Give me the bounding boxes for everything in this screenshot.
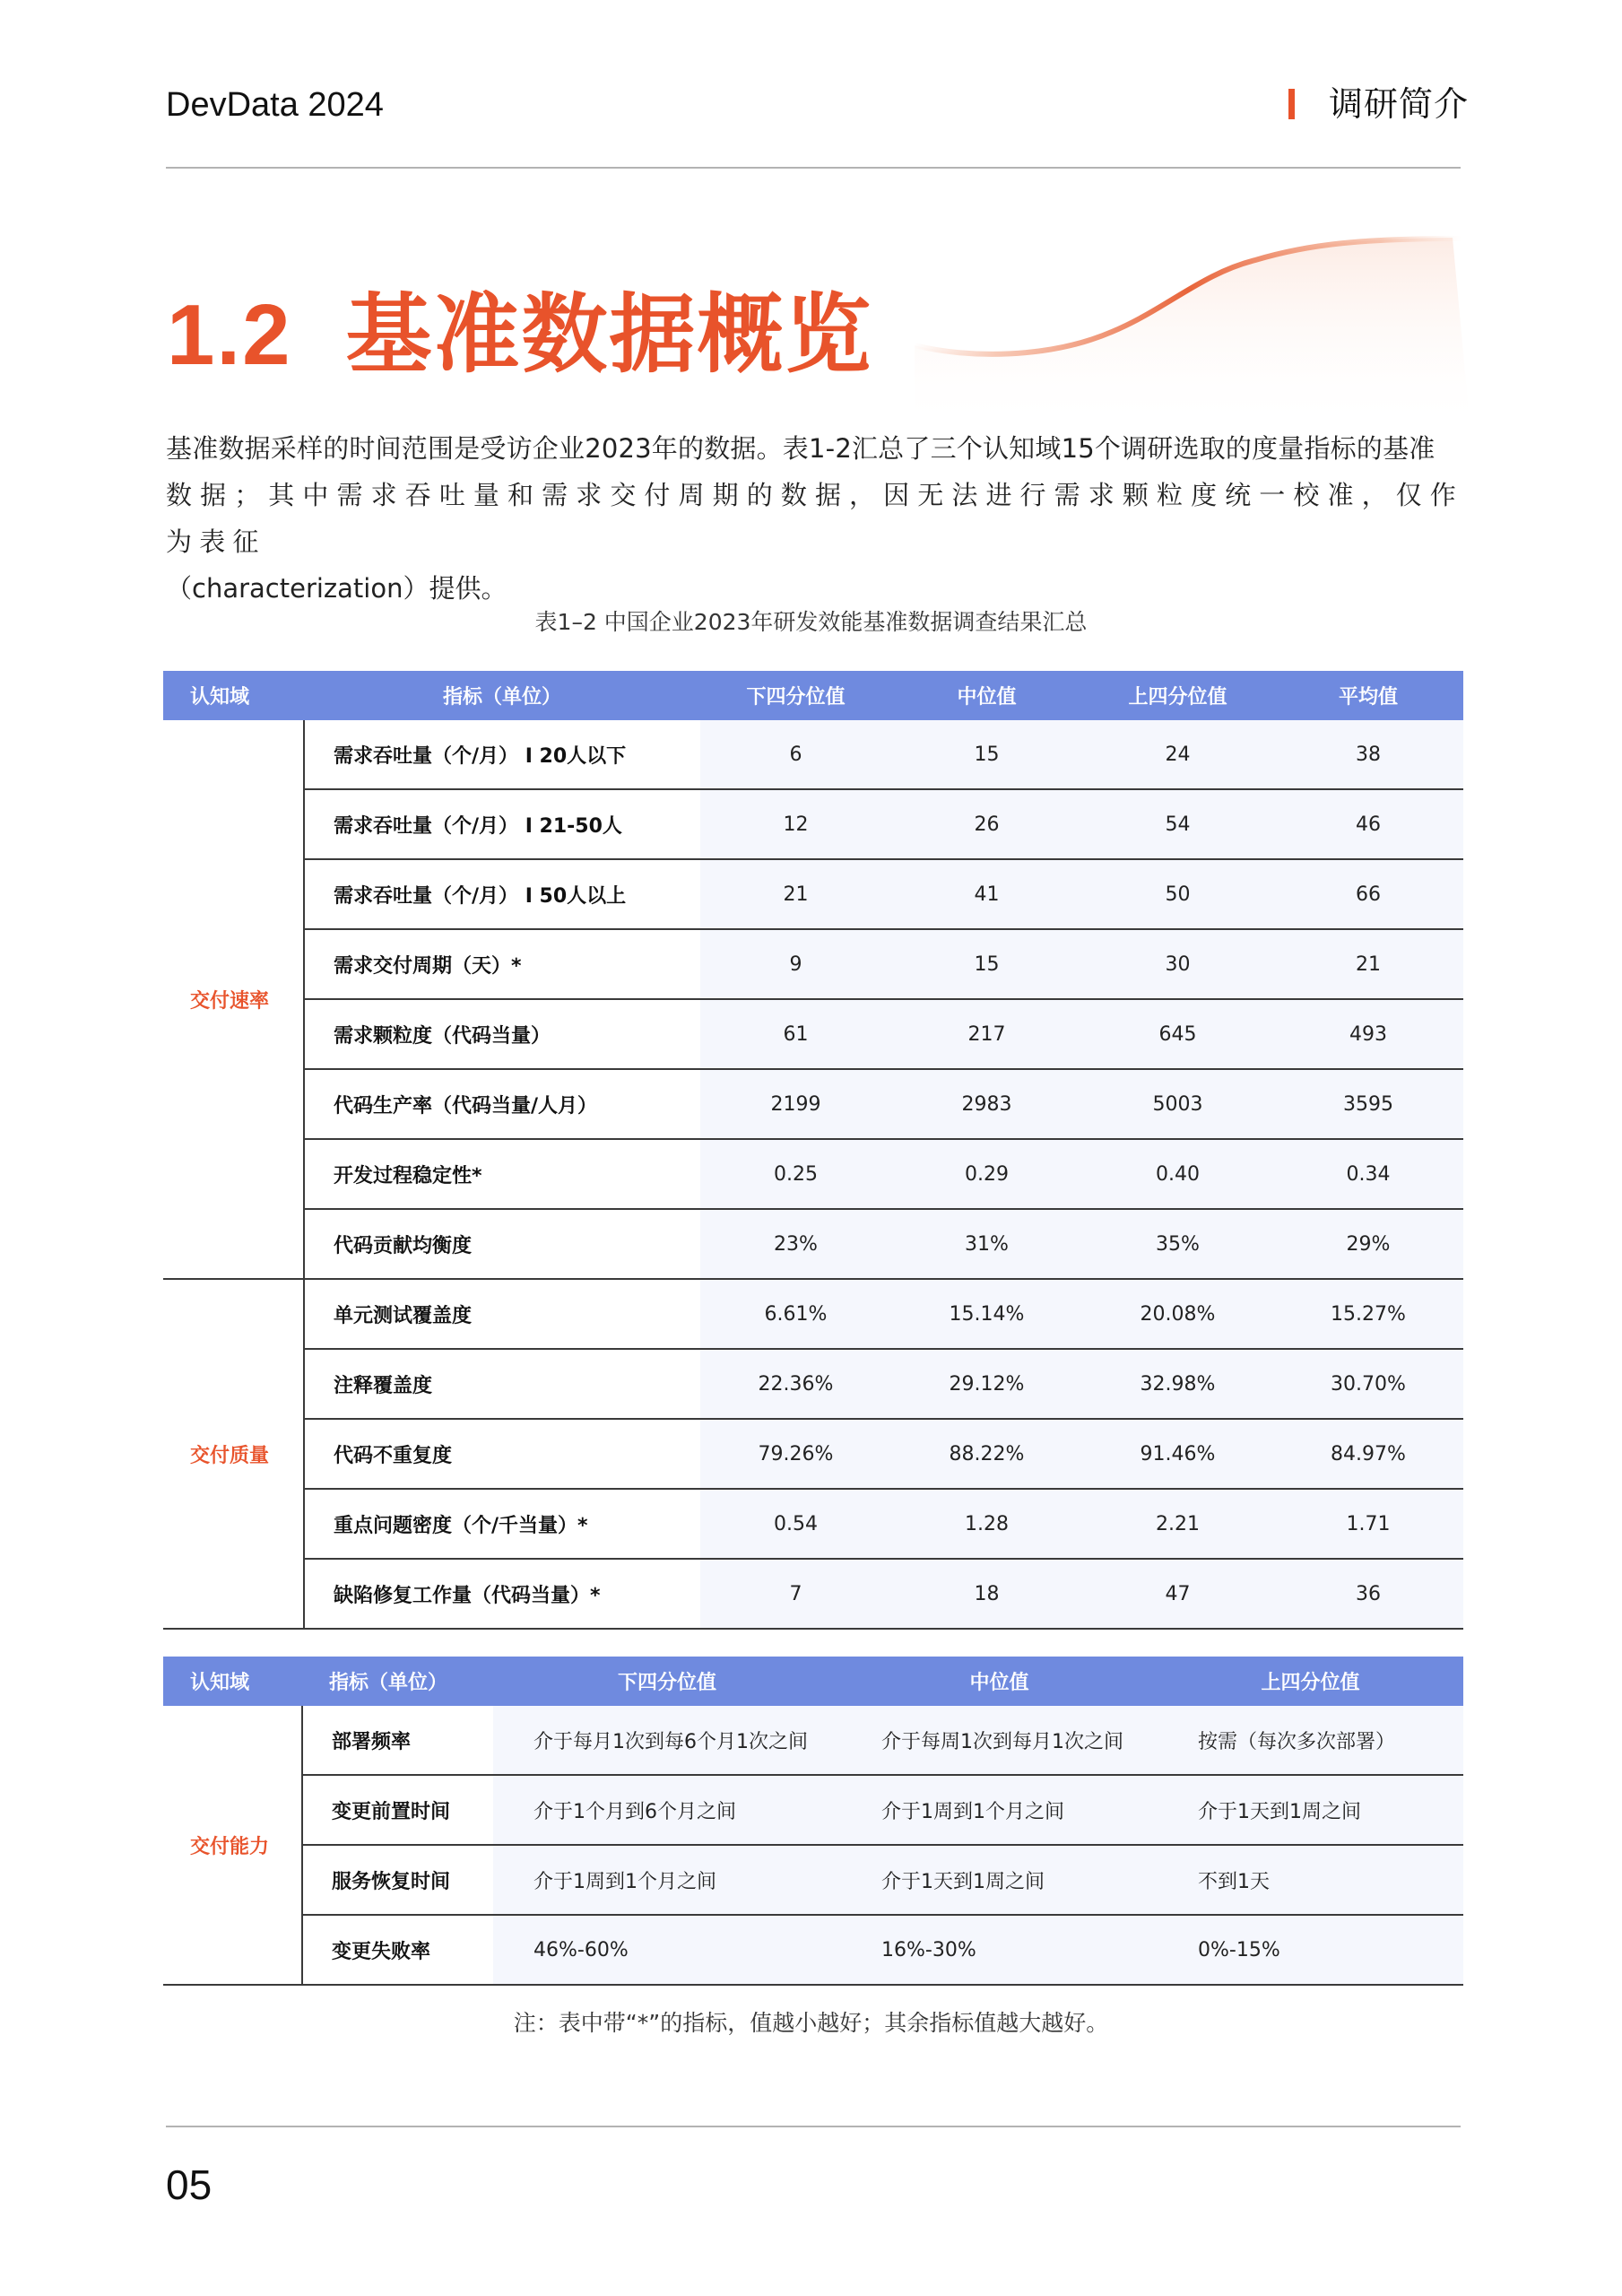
- median-cell: 介于每周1次到每月1次之间: [841, 1706, 1158, 1775]
- table-row: [163, 1279, 1463, 1349]
- median-cell: 16%-30%: [841, 1915, 1158, 1985]
- q3-cell: 645: [1082, 999, 1273, 1069]
- domain-cell: 交付质量: [163, 1279, 304, 1629]
- median-cell: 介于1周到1个月之间: [841, 1775, 1158, 1845]
- header-divider: [166, 167, 1461, 169]
- table-row: [163, 859, 1463, 929]
- q3-cell: 35%: [1082, 1209, 1273, 1279]
- q1-cell: 6.61%: [700, 1279, 891, 1349]
- median-cell: 217: [891, 999, 1082, 1069]
- median-cell: 29.12%: [891, 1349, 1082, 1419]
- median-cell: 1.28: [891, 1489, 1082, 1559]
- q3-cell: 20.08%: [1082, 1279, 1273, 1349]
- table-footnote: 注：表中带“*”的指标，值越小越好；其余指标值越大越好。: [513, 2010, 1109, 2036]
- table-row: [163, 720, 1463, 789]
- q3-cell: 32.98%: [1082, 1349, 1273, 1419]
- q1-cell: 6: [700, 720, 891, 789]
- table-row: [163, 999, 1463, 1069]
- table-row: [163, 1139, 1463, 1209]
- q3-cell: 30: [1082, 929, 1273, 999]
- metric-cell: 代码贡献均衡度: [304, 1209, 700, 1279]
- q3-cell: 24: [1082, 720, 1273, 789]
- q1-cell: 0.25: [700, 1139, 891, 1209]
- mean-cell: 84.97%: [1273, 1419, 1463, 1489]
- q3-cell: 5003: [1082, 1069, 1273, 1139]
- mean-cell: 36: [1273, 1559, 1463, 1629]
- q1-cell: 23%: [700, 1209, 891, 1279]
- q1-cell: 2199: [700, 1069, 891, 1139]
- intro-paragraph: [166, 425, 1463, 612]
- q3-cell: 0%-15%: [1158, 1915, 1463, 1985]
- metric-cell: 开发过程稳定性*: [304, 1139, 700, 1209]
- median-cell: 41: [891, 859, 1082, 929]
- q3-cell: 54: [1082, 789, 1273, 859]
- q1-cell: 7: [700, 1559, 891, 1629]
- col-header-q1: 下四分位值: [700, 671, 891, 720]
- q1-cell: 介于每月1次到每6个月1次之间: [493, 1706, 841, 1775]
- metric-cell: 部署频率: [302, 1706, 493, 1775]
- col-header-q1: 下四分位值: [493, 1657, 841, 1706]
- col-header-domain: 认知域: [163, 1657, 302, 1706]
- q1-cell: 21: [700, 859, 891, 929]
- table-row: [163, 1775, 1463, 1845]
- median-cell: 18: [891, 1559, 1082, 1629]
- median-cell: 介于1天到1周之间: [841, 1845, 1158, 1915]
- section-number: 1.2: [167, 287, 292, 383]
- mean-cell: 21: [1273, 929, 1463, 999]
- metric-cell: 重点问题密度（个/千当量）*: [304, 1489, 700, 1559]
- table-row: [163, 1419, 1463, 1489]
- median-cell: 15: [891, 929, 1082, 999]
- table-row: [163, 1706, 1463, 1775]
- mean-cell: 0.34: [1273, 1139, 1463, 1209]
- mean-cell: 46: [1273, 789, 1463, 859]
- q1-cell: 46%-60%: [493, 1915, 841, 1985]
- col-header-q3: 上四分位值: [1158, 1657, 1463, 1706]
- metric-cell: 代码生产率（代码当量/人月）: [304, 1069, 700, 1139]
- capability-table: [163, 1657, 1463, 1986]
- median-cell: 26: [891, 789, 1082, 859]
- median-cell: 0.29: [891, 1139, 1082, 1209]
- q1-cell: 22.36%: [700, 1349, 891, 1419]
- footer-divider: [166, 2126, 1461, 2127]
- col-header-q3: 上四分位值: [1082, 671, 1273, 720]
- metric-cell: 缺陷修复工作量（代码当量）*: [304, 1559, 700, 1629]
- table-row: [163, 1489, 1463, 1559]
- table-row: [163, 789, 1463, 859]
- q3-cell: 不到1天: [1158, 1845, 1463, 1915]
- benchmark-table: [163, 671, 1463, 1630]
- q1-cell: 0.54: [700, 1489, 891, 1559]
- mean-cell: 493: [1273, 999, 1463, 1069]
- page-title: [167, 285, 872, 385]
- metric-cell: 服务恢复时间: [302, 1845, 493, 1915]
- median-cell: 15.14%: [891, 1279, 1082, 1349]
- section-label: 调研简介: [1329, 84, 1470, 124]
- q3-cell: 0.40: [1082, 1139, 1273, 1209]
- table-row: [163, 929, 1463, 999]
- table-header-row: [163, 1657, 1463, 1706]
- q1-cell: 9: [700, 929, 891, 999]
- col-header-domain: 认知域: [163, 671, 304, 720]
- metric-cell: 变更失败率: [302, 1915, 493, 1985]
- metric-cell: 变更前置时间: [302, 1775, 493, 1845]
- q1-cell: 介于1个月到6个月之间: [493, 1775, 841, 1845]
- brand-label: DevData 2024: [166, 86, 384, 124]
- metric-cell: 注释覆盖度: [304, 1349, 700, 1419]
- metric-cell: 需求吞吐量（个/月） I 20人以下: [304, 720, 700, 789]
- metric-cell: 单元测试覆盖度: [304, 1279, 700, 1349]
- section-accent-bar: [1288, 89, 1295, 119]
- table-row: [163, 1209, 1463, 1279]
- table-caption: 表1–2 中国企业2023年研发效能基准数据调查结果汇总: [534, 609, 1088, 635]
- mean-cell: 3595: [1273, 1069, 1463, 1139]
- metric-cell: 需求吞吐量（个/月） I 21-50人: [304, 789, 700, 859]
- col-header-mean: 平均值: [1273, 671, 1463, 720]
- paragraph-line: （characterization）提供。: [166, 573, 507, 604]
- q1-cell: 79.26%: [700, 1419, 891, 1489]
- q3-cell: 50: [1082, 859, 1273, 929]
- domain-cell: 交付速率: [163, 720, 304, 1279]
- table-header-row: [163, 671, 1463, 720]
- q1-cell: 61: [700, 999, 891, 1069]
- table-row: [163, 1845, 1463, 1915]
- mean-cell: 66: [1273, 859, 1463, 929]
- table-row: [163, 1915, 1463, 1985]
- domain-cell: 交付能力: [163, 1706, 302, 1985]
- section-title: 基准数据概览: [345, 284, 873, 385]
- median-cell: 88.22%: [891, 1419, 1082, 1489]
- q3-cell: 91.46%: [1082, 1419, 1273, 1489]
- q3-cell: 介于1天到1周之间: [1158, 1775, 1463, 1845]
- decorative-wave-icon: [879, 206, 1506, 439]
- median-cell: 2983: [891, 1069, 1082, 1139]
- metric-cell: 需求颗粒度（代码当量）: [304, 999, 700, 1069]
- mean-cell: 29%: [1273, 1209, 1463, 1279]
- metric-cell: 需求交付周期（天）*: [304, 929, 700, 999]
- paragraph-line: 数据；其中需求吞吐量和需求交付周期的数据，因无法进行需求颗粒度统一校准，仅作为表征: [166, 480, 1463, 557]
- metric-cell: 需求吞吐量（个/月） I 50人以上: [304, 859, 700, 929]
- median-cell: 15: [891, 720, 1082, 789]
- table-row: [163, 1559, 1463, 1629]
- metric-cell: 代码不重复度: [304, 1419, 700, 1489]
- table-row: [163, 1349, 1463, 1419]
- col-header-metric: 指标（单位）: [304, 671, 700, 720]
- col-header-metric: 指标（单位）: [302, 1657, 493, 1706]
- q3-cell: 47: [1082, 1559, 1273, 1629]
- col-header-median: 中位值: [841, 1657, 1158, 1706]
- median-cell: 31%: [891, 1209, 1082, 1279]
- paragraph-line: 基准数据采样的时间范围是受访企业2023年的数据。表1-2汇总了三个认知域15个调研选取的度量指标的基准: [166, 433, 1436, 464]
- page-number: 05: [166, 2161, 213, 2208]
- mean-cell: 30.70%: [1273, 1349, 1463, 1419]
- q3-cell: 2.21: [1082, 1489, 1273, 1559]
- q1-cell: 12: [700, 789, 891, 859]
- col-header-median: 中位值: [891, 671, 1082, 720]
- q3-cell: 按需（每次多次部署）: [1158, 1706, 1463, 1775]
- mean-cell: 15.27%: [1273, 1279, 1463, 1349]
- table-row: [163, 1069, 1463, 1139]
- q1-cell: 介于1周到1个月之间: [493, 1845, 841, 1915]
- mean-cell: 38: [1273, 720, 1463, 789]
- mean-cell: 1.71: [1273, 1489, 1463, 1559]
